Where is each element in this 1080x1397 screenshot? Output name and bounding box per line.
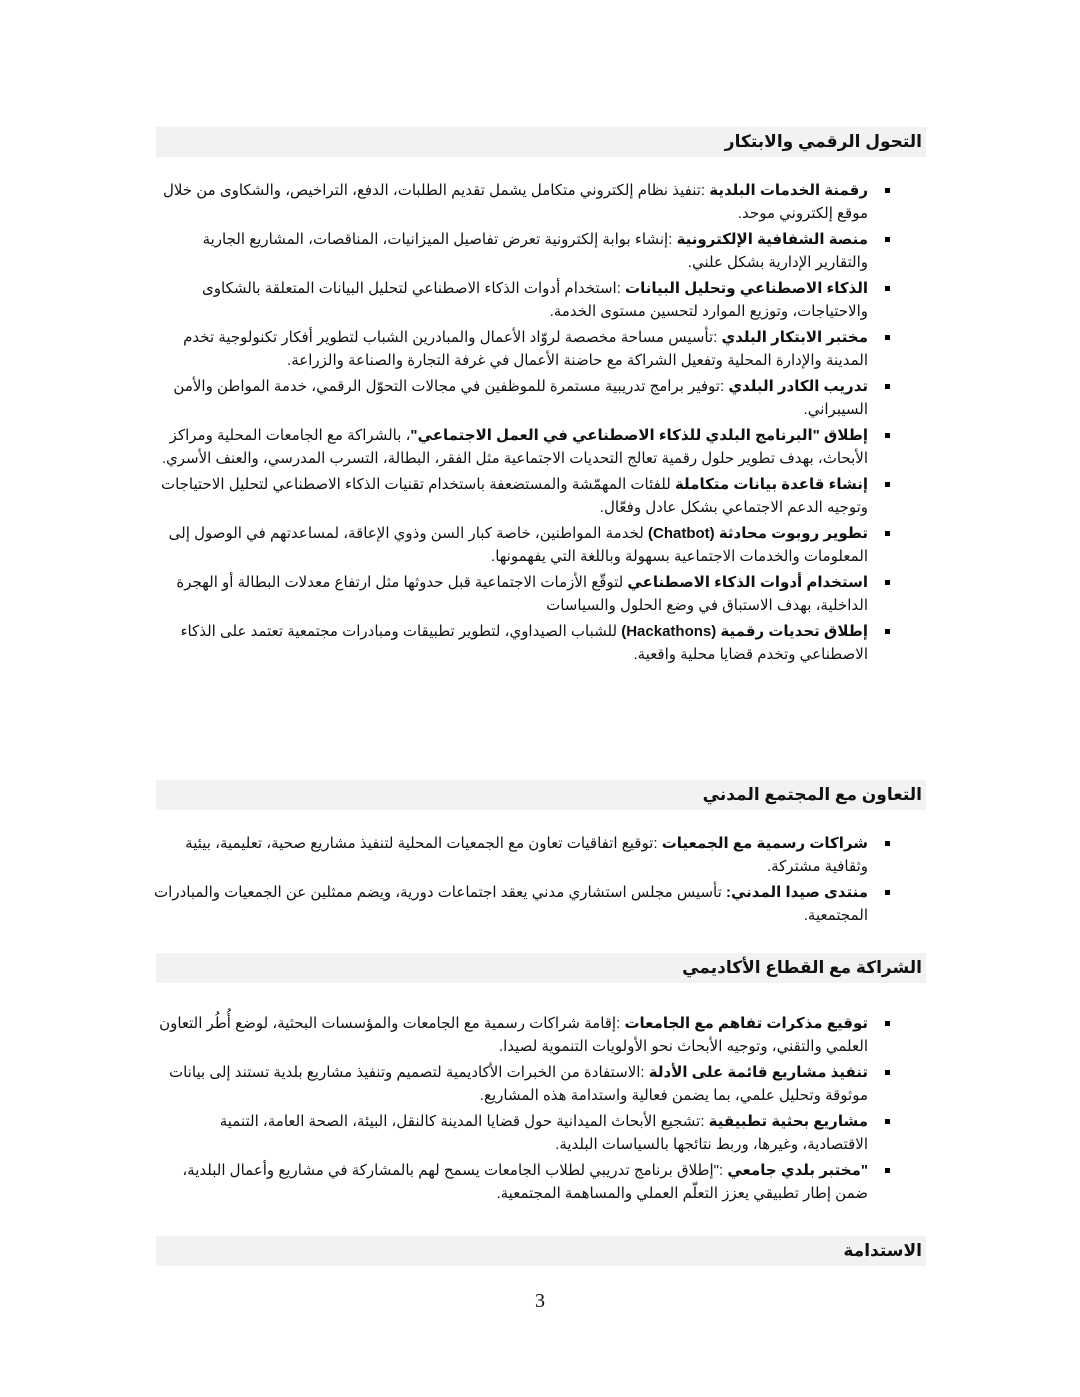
item-lead: منتدى صيدا المدني: — [725, 884, 868, 901]
section-heading-academic-partnership: الشراكة مع القطاع الأكاديمي — [156, 953, 926, 983]
bullet-square-icon — [885, 1168, 890, 1173]
bullet-square-icon — [885, 384, 890, 389]
item-lead: تطوير روبوت محادثة (Chatbot) — [648, 525, 868, 542]
list-item — [150, 424, 890, 470]
list-item — [150, 1110, 890, 1156]
list-item — [150, 375, 890, 421]
list-item — [150, 620, 890, 666]
item-text: لتوقّع الأزمات الاجتماعية قبل حدوثها مثل ارتفاع معدلات البطالة أو الهجرة الداخلية، بهدف الاستباق في وضع الحلول والسياسات — [176, 574, 868, 614]
bullet-square-icon — [885, 580, 890, 585]
bullet-square-icon — [885, 890, 890, 895]
list-item — [150, 179, 890, 225]
bullet-square-icon — [885, 286, 890, 291]
item-lead: إطلاق تحديات رقمية (Hackathons) — [621, 623, 868, 640]
item-lead: إطلاق "البرنامج البلدي للذكاء الاصطناعي في العمل الاجتماعي" — [410, 427, 868, 444]
item-text: :توقيع اتفاقيات تعاون مع الجمعيات المحلية لتنفيذ مشاريع صحية، تعليمية، بيئية وثقافية مشتركة. — [185, 835, 868, 875]
item-lead: إنشاء قاعدة بيانات متكاملة — [674, 476, 868, 493]
item-text: :توفير برامج تدريبية مستمرة للموظفين في مجالات التحوّل الرقمي، خدمة المواطن والأمن السيبراني. — [173, 378, 868, 418]
list-academic-partnership — [150, 1012, 890, 1208]
list-item — [150, 1061, 890, 1107]
item-lead: مشاريع بحثية تطبيقية — [708, 1113, 868, 1130]
item-lead: استخدام أدوات الذكاء الاصطناعي — [627, 574, 868, 591]
item-lead: الذكاء الاصطناعي وتحليل البيانات — [625, 280, 868, 297]
item-text: :إنشاء بوابة إلكترونية تعرض تفاصيل الميزانيات، المناقصات، المشاريع الجارية والتقارير الإدارية بشكل علني. — [202, 231, 868, 271]
item-text: للفئات المهمّشة والمستضعفة باستخدام تقنيات الذكاء الاصطناعي لتحليل الاحتياجات وتوجيه الدعم الاجتماعي بشكل عادل وفعّال. — [160, 476, 868, 516]
item-lead: مختبر الابتكار البلدي — [721, 329, 868, 346]
list-item — [150, 832, 890, 878]
item-text: للشباب الصيداوي، لتطوير تطبيقات ومبادرات مجتمعية تعتمد على الذكاء الاصطناعي وتخدم قضايا محلية واقعية. — [180, 623, 868, 663]
list-item — [150, 522, 890, 568]
item-lead: "مختبر بلدي جامعي — [727, 1162, 868, 1179]
list-civil-society — [150, 832, 890, 930]
item-lead: منصة الشفافية الإلكترونية — [676, 231, 868, 248]
bullet-square-icon — [885, 335, 890, 340]
item-text: :استخدام أدوات الذكاء الاصطناعي لتحليل البيانات المتعلقة بالشكاوى والاحتياجات، وتوزيع الموارد لتحسين مستوى الخدمة. — [202, 280, 868, 320]
bullet-square-icon — [885, 188, 890, 193]
bullet-square-icon — [885, 1021, 890, 1026]
item-text: لخدمة المواطنين، خاصة كبار السن وذوي الإعاقة، لمساعدتهم في الوصول إلى المعلومات والخدمات الاجتماعية بسهولة وباللغة التي يفهمونها. — [168, 525, 868, 565]
list-item — [150, 473, 890, 519]
item-text: :تشجيع الأبحاث الميدانية حول قضايا المدينة كالنقل، البيئة، الصحة العامة، التنمية الاقتصادية، وغيرها، وربط نتائجها بالسياسات البلدية. — [219, 1113, 868, 1153]
bullet-square-icon — [885, 1070, 890, 1075]
item-lead: رقمنة الخدمات البلدية — [709, 182, 868, 199]
list-item — [150, 228, 890, 274]
item-text: :تأسيس مساحة مخصصة لروّاد الأعمال والمبادرين الشباب لتطوير أفكار تكنولوجية تخدم المدينة والإدارة المحلية وتفعيل الشراكة مع حاضنة الأعمال في غرفة التجارة والصناعة والزراعة. — [183, 329, 868, 369]
list-item — [150, 881, 890, 927]
bullet-square-icon — [885, 237, 890, 242]
item-text: ، بالشراكة مع الجامعات المحلية ومراكز الأبحاث، بهدف تطوير حلول رقمية تعالج التحديات الاجتماعية مثل الفقر، البطالة، التسرب المدرسي، والعنف الأسري. — [161, 427, 868, 467]
list-item — [150, 326, 890, 372]
item-lead: تدريب الكادر البلدي — [728, 378, 868, 395]
item-text: :إقامة شراكات رسمية مع الجامعات والمؤسسات البحثية، لوضع أُطُر التعاون العلمي والتقني، وتوجيه الأبحاث نحو الأولويات التنموية لصيدا. — [159, 1015, 868, 1055]
list-item — [150, 1159, 890, 1205]
bullet-square-icon — [885, 482, 890, 487]
section-heading-sustainability: الاستدامة — [156, 1236, 926, 1266]
item-lead: شراكات رسمية مع الجمعيات — [661, 835, 868, 852]
list-item — [150, 277, 890, 323]
bullet-square-icon — [885, 1119, 890, 1124]
item-text: :"إطلاق برنامج تدريبي لطلاب الجامعات يسمح لهم بالمشاركة في مشاريع وأعمال البلدية، ضمن إطار تطبيقي يعزز التعلّم العملي والمساهمة المجتمعية. — [182, 1162, 868, 1202]
item-lead: توقيع مذكرات تفاهم مع الجامعات — [624, 1015, 868, 1032]
section-heading-civil-society: التعاون مع المجتمع المدني — [156, 780, 926, 810]
section-heading-digital-transformation: التحول الرقمي والابتكار — [156, 127, 926, 157]
item-lead: تنفيذ مشاريع قائمة على الأدلة — [648, 1064, 868, 1081]
bullet-square-icon — [885, 841, 890, 846]
item-text: :تنفيذ نظام إلكتروني متكامل يشمل تقديم الطلبات، الدفع، التراخيص، والشكاوى من خلال موقع إلكتروني موحد. — [162, 182, 868, 222]
bullet-square-icon — [885, 629, 890, 634]
page-number: 3 — [535, 1290, 545, 1312]
item-text: تأسيس مجلس استشاري مدني يعقد اجتماعات دورية، ويضم ممثلين عن الجمعيات والمبادرات المجتمعية. — [154, 884, 868, 924]
list-item — [150, 571, 890, 617]
list-digital-transformation — [150, 179, 890, 669]
bullet-square-icon — [885, 433, 890, 438]
list-item — [150, 1012, 890, 1058]
item-text: :الاستفادة من الخبرات الأكاديمية لتصميم وتنفيذ مشاريع بلدية تستند إلى بيانات موثوقة وتحليل علمي، بما يضمن فعالية واستدامة هذه المشاريع. — [169, 1064, 868, 1104]
bullet-square-icon — [885, 531, 890, 536]
